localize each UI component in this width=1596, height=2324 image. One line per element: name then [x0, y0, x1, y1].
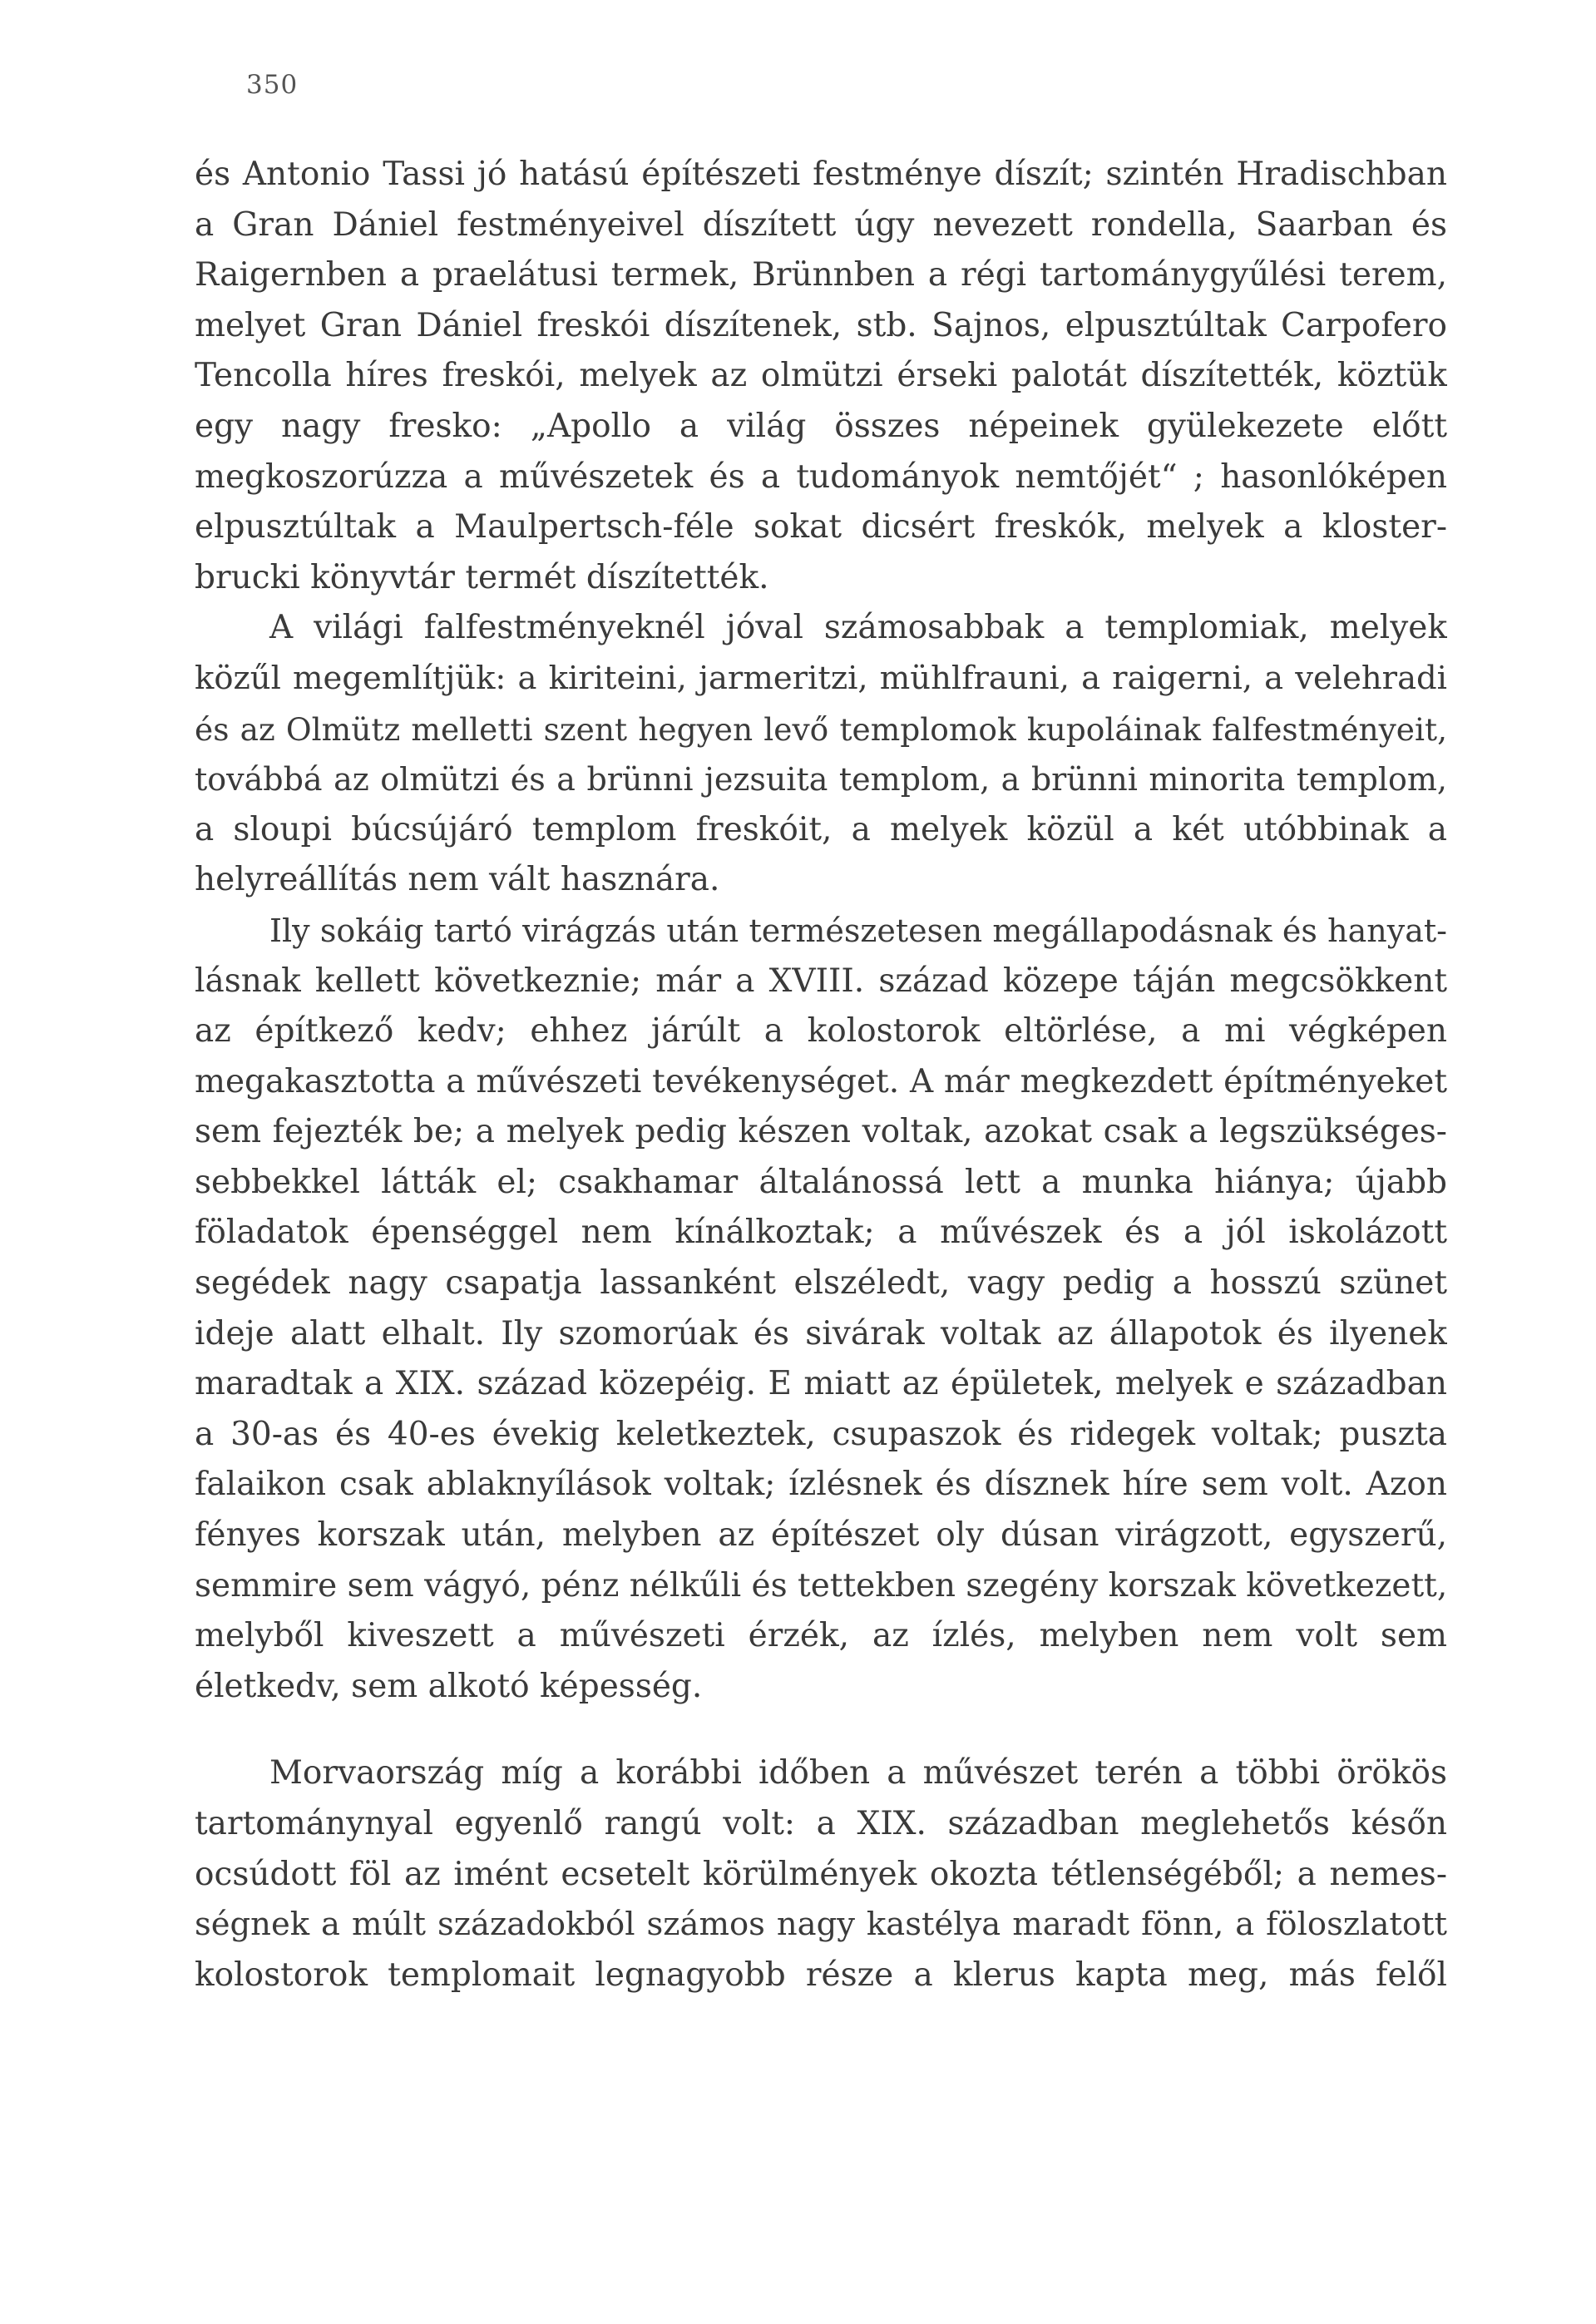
paragraph-gap: [195, 1712, 1447, 1748]
text-line: semmire sem vágyó, pénz nélkűli és tettekben szegény korszak következett,: [195, 1566, 1447, 1605]
text-line: életkedv, sem alkotó képesség.: [195, 1667, 703, 1705]
text-line: és Antonio Tassi jó hatású építészeti festménye díszít; szintén Hradischban: [195, 156, 1447, 193]
text-line: és az Olmütz melletti szent hegyen levő templomok kupoláinak falfestményeit,: [195, 710, 1447, 748]
text-line: fényes korszak után, melyben az építészet oly dúsan virágzott, egyszerű,: [195, 1516, 1447, 1555]
text-line: közűl megemlítjük: a kiriteini, jarmeritzi, mühlfrauni, a raigerni, a velehradi: [195, 659, 1447, 697]
text-line: az építkező kedv; ehhez járúlt a kolostorok eltörlése, a mi végképen: [195, 1012, 1447, 1051]
text-line: melyet Gran Dániel freskói díszítenek, stb. Sajnos, elpusztúltak Carpofero: [195, 306, 1447, 344]
text-line: a Gran Dániel festményeivel díszített úgy nevezett rondella, Saarban és: [195, 205, 1447, 244]
text-line: Tencolla híres freskói, melyek az olmützi érseki palotát díszítették, köztük: [195, 357, 1447, 395]
text-line: tartománynyal egyenlő rangú volt: a XIX. században meglehetős későn: [195, 1805, 1447, 1842]
text-line: lásnak kellett következnie; már a XVIII. század közepe táján megcsökkent: [195, 962, 1447, 1000]
text-line: maradtak a XIX. század közepéig. E miatt az épületek, melyek e században: [195, 1365, 1447, 1403]
text-line: ideje alatt elhalt. Ily szomorúak és sivárak voltak az állapotok és ilyenek: [195, 1314, 1447, 1352]
text-line: kolostorok templomait legnagyobb része a klerus kapta meg, más felől: [195, 1956, 1447, 1994]
text-line: megakasztotta a művészeti tevékenységet. A már megkezdett építményeket: [195, 1062, 1447, 1100]
text-line: továbbá az olmützi és a brünni jezsuita templom, a brünni minorita templom,: [195, 761, 1447, 799]
text-line: A világi falfestményeknél jóval számosabbak a templomiak, melyek: [269, 609, 1447, 647]
text-line: ségnek a múlt századokból számos nagy kastélya maradt fönn, a föloszlatott: [195, 1906, 1447, 1944]
text-line: Morvaország míg a korábbi időben a művészet terén a többi örökös: [269, 1754, 1447, 1792]
text-line: Raigernben a praelátusi termek, Brünnben a régi tartománygyűlési terem,: [195, 256, 1447, 294]
text-line: brucki könyvtár termét díszítették.: [195, 558, 769, 596]
text-line: elpusztúltak a Maulpertsch-féle sokat dicsért freskók, melyek a kloster-: [195, 508, 1447, 546]
paragraph: [195, 1748, 1447, 2000]
text-line: a sloupi búcsújáró templom freskóit, a melyek közül a két utóbbinak a: [195, 810, 1447, 848]
text-line: falaikon csak ablaknyílások voltak; ízlésnek és dísznek híre sem volt. Azon: [195, 1466, 1447, 1504]
text-line: a 30-as és 40-es évekig keletkeztek, csupaszok és ridegek voltak; puszta: [195, 1415, 1447, 1453]
text-line: segédek nagy csapatja lassanként elszéledt, vagy pedig a hosszú szünet: [195, 1264, 1447, 1303]
text-line: sebbekkel látták el; csakhamar általánossá lett a munka hiánya; újabb: [195, 1163, 1447, 1201]
page-number: 350: [246, 70, 299, 100]
text-line: melyből kiveszett a művészeti érzék, az ízlés, melyben nem volt sem: [195, 1617, 1447, 1655]
text-line: egy nagy fresko: „Apollo a világ összes népeinek gyülekezete előtt: [195, 407, 1447, 445]
text-line: ocsúdott föl az imént ecsetelt körülmények okozta tétlenségéből; a nemes-: [195, 1855, 1447, 1893]
text-line: sem fejezték be; a melyek pedig készen voltak, azokat csak a legszükséges-: [195, 1113, 1447, 1151]
body-text: [195, 150, 1447, 2000]
text-line: megkoszorúzza a művészetek és a tudományok nemtőjét“ ; hasonlóképen: [195, 457, 1447, 496]
text-line: Ily sokáig tartó virágzás után természetesen megállapodásnak és hanyat-: [269, 912, 1447, 949]
text-line: helyreállítás nem vált hasznára.: [195, 861, 720, 899]
paragraph: [195, 150, 1447, 603]
paragraph: [195, 906, 1447, 1713]
text-line: föladatok épenséggel nem kínálkoztak; a művészek és a jól iskolázott: [195, 1214, 1447, 1252]
paragraph: [195, 603, 1447, 906]
